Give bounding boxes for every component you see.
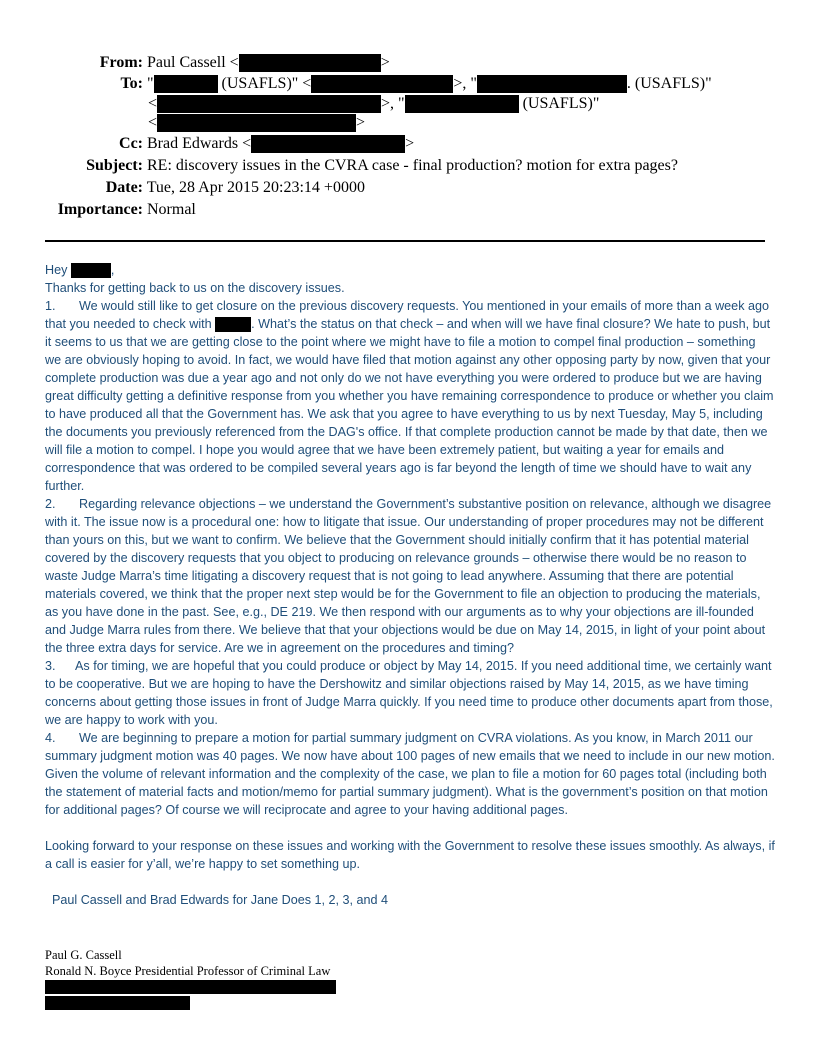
subject-row (0, 156, 678, 176)
subject-label: Subject: (86, 157, 143, 174)
greeting: Hey , (45, 263, 115, 277)
importance-row (0, 200, 196, 220)
importance-label: Importance: (57, 201, 143, 218)
intro-paragraph: Thanks for getting back to us on the discovery issues. (45, 281, 345, 295)
paragraph-4: 4. We are beginning to prepare a motion for partial summary judgment on CVRA violations. As you know, in March 2011 our summary judgment motion was 40 pages. We now have about 100 pages of new emails that we need to include in our new motion. Given the volume of relevant information and the complexity of the case, we plan to file a motion for 60 pages total (including both the statement of material facts and motion/memo for partial summary judgment). What is the government’s position on that motion for additional pages? Of course we will reciprocate and agree to your having additional pages. (45, 731, 775, 817)
paragraph-2: 2. Regarding relevance objections – we understand the Government’s substantive position on relevance, although we disagree with it. The issue now is a procedural one: how to litigate that issue. Our understanding of proper procedures may not be different than yours on this, but we want to confirm. We believe that the Government should initially confirm that it has potential material covered by the discovery requests that you object to producing on relevance grounds – otherwise there would be no reason to waste Judge Marra’s time litigating a discovery request that is not going to lead anywhere. Assuming that there are potential materials covered, we think that the proper next step would be for the Government to file an objection to producing the materials, as you have done in the past. See, e.g., DE 219. We then respond with our arguments as to why your objections are ill-founded and Judge Marra rules from there. We believe that that your objections would be due on May 14, 2015, in light of your point about the three extra days for service. Are we in agreement on the procedures and timing? (45, 497, 772, 655)
subject-value: RE: discovery issues in the CVRA case - final production? motion for extra pages? (147, 157, 678, 174)
redaction (157, 114, 356, 132)
redaction (311, 75, 453, 93)
redaction (251, 135, 405, 153)
redaction (45, 980, 336, 994)
date-label: Date: (105, 179, 143, 196)
cc-row: Cc: Brad Edwards < > (0, 134, 414, 154)
paragraph-1: 1. We would still like to get closure on the previous discovery requests. You mentioned in your emails of more than a week ago that you needed to check with . What’s the status on that check – and when will we have final closure? We hate to push, but it seems to us that we are getting close to the point where we might have to file a motion to compel final production – something we are obviously hoping to avoid. In fact, we would have filed that motion against any other opposing party by now, given that your complete production was due a year ago and not only do we not have everything you were ordered to produce but we are having great difficulty getting a definitive response from you whether you have remaining correspondence to produce or whether you claim to have produced all that the Government has. We ask that you agree to have everything to us by next Tuesday, May 5, including the documents you previously referenced from the DAG's office. If that complete production cannot be made by that date, then we will file a motion to compel. I hope you would agree that we have been extremely patient, but waiting a year for emails and correspondence that was ordered to be compiled several years ago is far beyond the length of time we should have to wait any further. (45, 299, 774, 493)
cc-value: Brad Edwards < (147, 135, 252, 152)
from-row: From: Paul Cassell < > (0, 53, 390, 73)
to-row-2: < >, " (USAFLS)" (148, 95, 600, 112)
to-row-3: < > (148, 114, 366, 131)
redaction (45, 996, 190, 1010)
from-value: Paul Cassell < (147, 54, 239, 71)
to-row: To: " (USAFLS)" < >, " . (USAFLS)" (0, 74, 712, 94)
redaction (154, 75, 218, 93)
header-divider (45, 240, 765, 242)
to-label: To: (120, 75, 143, 92)
signature-name: Paul G. Cassell (45, 948, 122, 962)
signature-title: Ronald N. Boyce Presidential Professor of Criminal Law (45, 964, 331, 978)
redaction (71, 263, 111, 278)
redaction (405, 95, 519, 113)
redaction (239, 54, 381, 72)
redaction (215, 317, 251, 332)
paragraph-3: 3. As for timing, we are hopeful that you could produce or object by May 14, 2015. If you need additional time, we certainly want to be cooperative. But we are hoping to have the Dershowitz and similar objections raised by May 14, 2015, as we have timing concerns about getting those issues in front of Judge Marra quickly. If you need time to produce other documents apart from those, we are happy to work with you. (45, 659, 773, 727)
redaction (477, 75, 627, 93)
signoff: Paul Cassell and Brad Edwards for Jane Does 1, 2, 3, and 4 (52, 893, 389, 907)
cc-label: Cc: (119, 135, 143, 152)
closing-paragraph: Looking forward to your response on these issues and working with the Government to resolve these issues smoothly. As always, if a call is easier for y’all, we’re happy to set something up. (45, 839, 775, 871)
from-label: From: (99, 54, 143, 71)
email-body (45, 261, 775, 909)
date-row (0, 178, 365, 198)
redaction (157, 95, 381, 113)
date-value: Tue, 28 Apr 2015 20:23:14 +0000 (146, 179, 365, 196)
importance-value: Normal (147, 201, 196, 218)
